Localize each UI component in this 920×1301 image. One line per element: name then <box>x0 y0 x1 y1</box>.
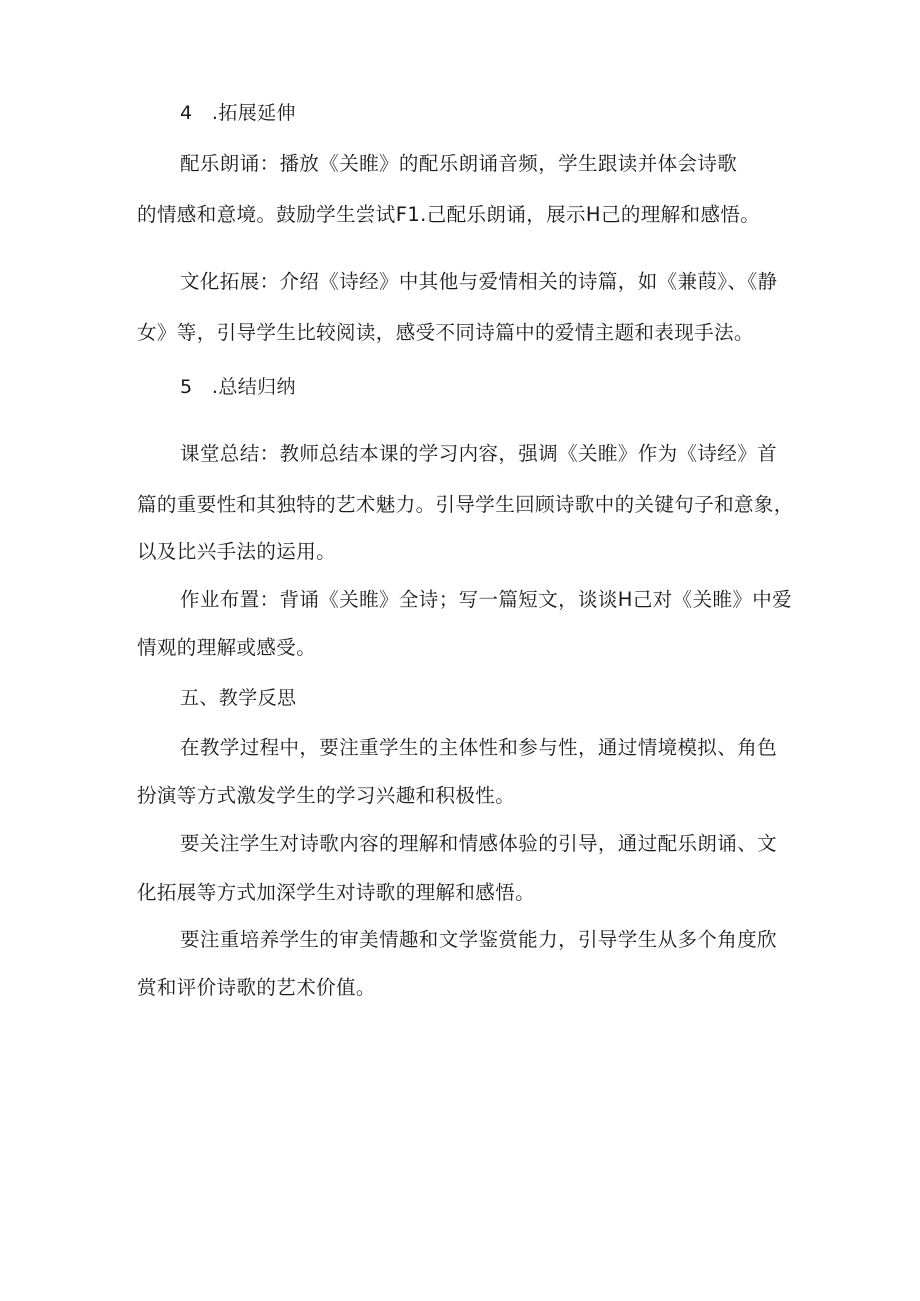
reflection-paragraph-3-line-1: 要注重培养学生的审美情趣和文学鉴赏能力，引导学生从多个角度欣 <box>180 928 778 951</box>
culture-paragraph-line-2: 女》等，引导学生比较阅读，感受不同诗篇中的爱情主题和表现手法。 <box>137 321 754 344</box>
summary-paragraph-line-1: 课堂总结：教师总结本课的学习内容，强调《关睢》作为《诗经》首 <box>180 442 778 465</box>
reflection-paragraph-2-line-2: 化拓展等方式加深学生对诗歌的理解和感悟。 <box>137 881 536 904</box>
summary-paragraph-line-3: 以及比兴手法的运用。 <box>137 540 337 563</box>
reflection-paragraph-1-line-2: 扮演等方式激发学生的学习兴趣和积极性。 <box>137 784 516 807</box>
reflection-paragraph-2-line-1: 要关注学生对诗歌内容的理解和情感体验的引导，通过配乐朗诵、文 <box>180 832 778 855</box>
reflection-paragraph-3-line-2: 赏和评价诗歌的艺术价值。 <box>137 976 376 999</box>
culture-paragraph-line-1: 文化拓展：介绍《诗经》中其他与爱情相关的诗篇，如《兼葭》、《静 <box>180 270 778 293</box>
section-4-heading: 4 .拓展延伸 <box>180 102 296 124</box>
recitation-paragraph-line-1: 配乐朗诵：播放《关睢》的配乐朗诵音频，学生跟读并体会诗歌 <box>180 152 738 175</box>
reflection-heading: 五、教学反思 <box>180 687 297 709</box>
section-5-heading: 5 .总结归纳 <box>180 376 296 398</box>
summary-paragraph-line-2: 篇的重要性和其独特的艺术魅力。引导学生回顾诗歌中的关键句子和意象， <box>137 493 794 516</box>
recitation-paragraph-line-2: 的情感和意境。鼓励学生尝试F1.己配乐朗诵，展示H己的理解和感悟。 <box>137 203 761 226</box>
homework-paragraph-line-2: 情观的理解或感受。 <box>137 636 317 659</box>
reflection-paragraph-1-line-1: 在教学过程中，要注重学生的主体性和参与性，通过情境模拟、角色 <box>180 736 778 759</box>
homework-paragraph-line-1: 作业布置：背诵《关睢》全诗；写一篇短文，谈谈H己对《关睢》中爱 <box>180 588 793 611</box>
